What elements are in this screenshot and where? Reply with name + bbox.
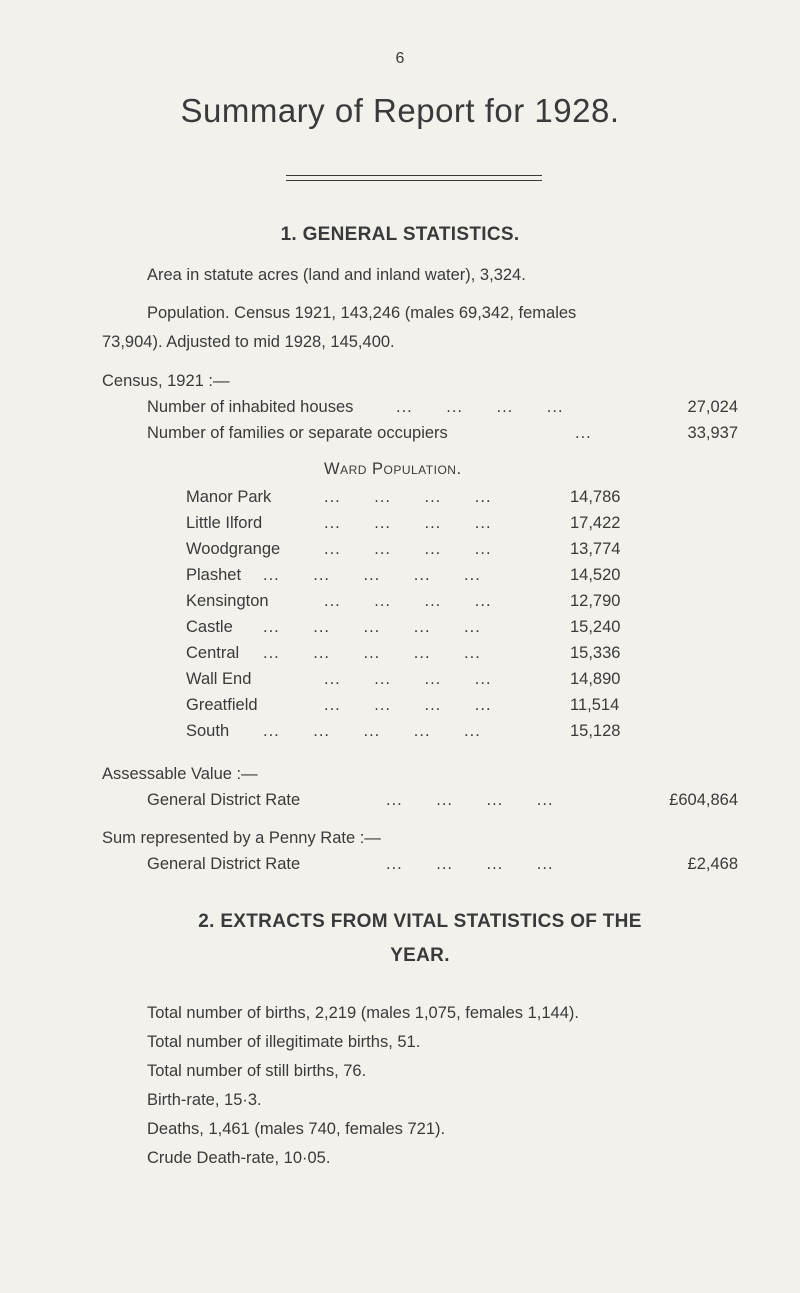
page-title: Summary of Report for 1928.	[180, 92, 620, 129]
vital-stat-line: Total number of illegitimate births, 51.	[147, 1033, 421, 1051]
ward-value: 12,790	[570, 592, 621, 610]
leader-dots: ... ... ... ...	[324, 592, 492, 610]
ward-population-heading: Ward Population.	[324, 460, 462, 478]
leader-dots: ... ... ... ...	[324, 514, 492, 532]
section2-heading-line1: 2. EXTRACTS FROM VITAL STATISTICS OF THE	[198, 911, 642, 932]
ward-name: Woodgrange	[186, 540, 281, 558]
ward-name: South	[186, 722, 230, 740]
ward-name: Greatfield	[186, 696, 258, 714]
census-label: Census, 1921 :—	[102, 372, 230, 390]
census-row-label: Number of families or separate occupiers	[147, 424, 448, 442]
penny-row-value: £2,468	[687, 855, 738, 873]
section1-heading: 1. GENERAL STATISTICS.	[280, 224, 520, 245]
vital-stat-line: Total number of still births, 76.	[147, 1062, 367, 1080]
leader-dots: ... ... ... ...	[324, 488, 492, 506]
population-line1: Population. Census 1921, 143,246 (males 69,342, females	[147, 304, 577, 322]
leader-dots: ... ... ... ... ...	[263, 722, 481, 740]
population-line2: 73,904). Adjusted to mid 1928, 145,400.	[102, 333, 395, 351]
leader-dots: ... ... ... ... ...	[263, 618, 481, 636]
ward-value: 13,774	[570, 540, 621, 558]
vital-stat-line: Total number of births, 2,219 (males 1,075, females 1,144).	[147, 1004, 579, 1022]
ward-name: Plashet	[186, 566, 242, 584]
leader-dots: ... ... ... ...	[396, 398, 564, 416]
ward-name: Little Ilford	[186, 514, 263, 532]
census-row-value: 33,937	[687, 424, 738, 442]
vital-stat-line: Deaths, 1,461 (males 740, females 721).	[147, 1120, 446, 1138]
leader-dots: ... ... ... ...	[324, 670, 492, 688]
section2-heading-line2: YEAR.	[390, 945, 450, 966]
leader-dots: ... ... ... ...	[324, 696, 492, 714]
vital-stat-line: Birth-rate, 15·3.	[147, 1091, 262, 1109]
leader-dots: ... ... ... ...	[324, 540, 492, 558]
assessable-label: Assessable Value :—	[102, 765, 258, 783]
ward-name: Wall End	[186, 670, 252, 688]
penny-row-label: General District Rate	[147, 855, 301, 873]
double-rule-bottom	[286, 180, 542, 181]
area-text: Area in statute acres (land and inland water), 3,324.	[147, 266, 526, 284]
census-row-label: Number of inhabited houses	[147, 398, 354, 416]
ward-value: 11,514	[570, 696, 620, 714]
ward-name: Kensington	[186, 592, 269, 610]
leader-dots: ... ... ... ... ...	[263, 644, 481, 662]
leader-dots: ... ... ... ...	[386, 791, 554, 809]
assessable-row-value: £604,864	[669, 791, 738, 809]
ward-value: 14,786	[570, 488, 621, 506]
page-number: 6	[395, 50, 405, 67]
ward-value: 17,422	[570, 514, 621, 532]
ward-value: 15,240	[570, 618, 621, 636]
penny-rate-label: Sum represented by a Penny Rate :—	[102, 829, 381, 847]
ward-name: Manor Park	[186, 488, 272, 506]
ward-value: 15,128	[570, 722, 621, 740]
census-row-value: 27,024	[687, 398, 738, 416]
vital-stat-line: Crude Death-rate, 10·05.	[147, 1149, 331, 1167]
assessable-row-label: General District Rate	[147, 791, 301, 809]
ward-value: 14,890	[570, 670, 621, 688]
leader-dots: ... ... ... ... ...	[263, 566, 481, 584]
ward-value: 14,520	[570, 566, 621, 584]
ward-name: Castle	[186, 618, 233, 636]
section2-heading	[100, 905, 740, 973]
leader-dots: ... ... ... ...	[386, 855, 554, 873]
ward-name: Central	[186, 644, 240, 662]
leader-dots: ...	[575, 424, 592, 442]
double-rule-top	[286, 175, 542, 176]
ward-value: 15,336	[570, 644, 621, 662]
